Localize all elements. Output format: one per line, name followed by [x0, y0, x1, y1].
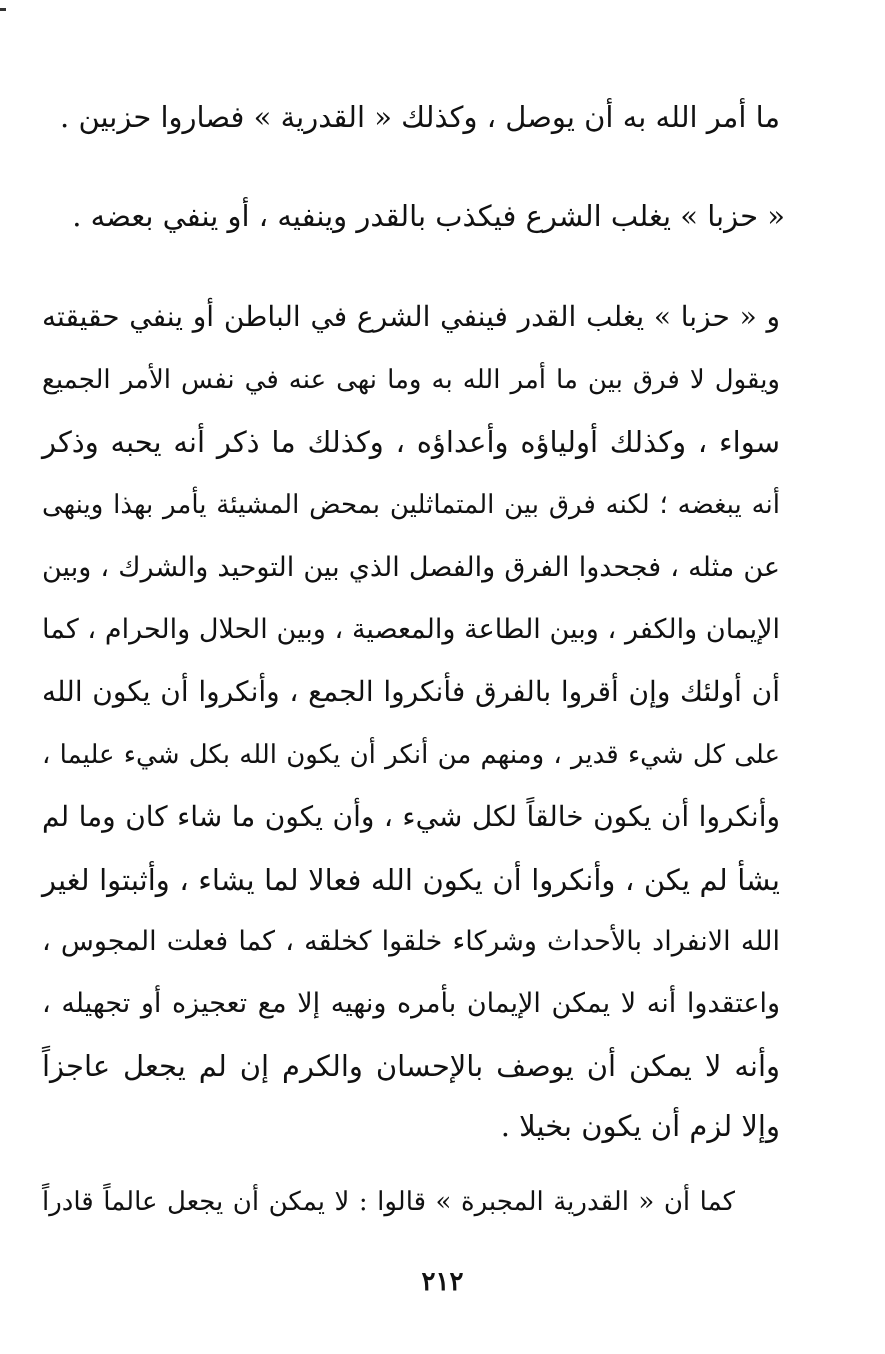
- text-line-6: أنه يبغضه ؛ لكنه فرق بين المتماثلين بمحض المشيئة يأمر بهذا وينهى: [42, 490, 780, 520]
- text-line-11: وأنكروا أن يكون خالقاً لكل شيء ، وأن يكون ما شاء كان وما لم: [42, 800, 780, 833]
- text-line-7: عن مثله ، فجحدوا الفرق والفصل الذي بين التوحيد والشرك ، وبين: [42, 552, 780, 583]
- text-line-9: أن أولئك وإن أقروا بالفرق فأنكروا الجمع ، وأنكروا أن يكون الله: [42, 675, 780, 708]
- scan-mark: [0, 8, 6, 11]
- text-line-5: سواء ، وكذلك أولياؤه وأعداؤه ، وكذلك ما ذكر أنه يحبه وذكر: [42, 425, 780, 459]
- text-line-14: واعتقدوا أنه لا يمكن الإيمان بأمره ونهيه إلا مع تعجيزه أو تجهيله ،: [42, 988, 780, 1019]
- text-line-1: ما أمر الله به أن يوصل ، وكذلك « القدرية » فصاروا حزبين .: [60, 100, 780, 134]
- text-line-8: الإيمان والكفر ، وبين الطاعة والمعصية ، وبين الحلال والحرام ، كما: [42, 614, 780, 645]
- text-line-12: يشأ لم يكن ، وأنكروا أن يكون الله فعالا لما يشاء ، وأثبتوا لغير: [42, 863, 780, 897]
- text-line-16: وإلا لزم أن يكون بخيلا .: [500, 1109, 780, 1143]
- text-line-4: ويقول لا فرق بين ما أمر الله به وما نهى عنه في نفس الأمر الجميع: [42, 365, 780, 395]
- text-line-17: كما أن « القدرية المجبرة » قالوا : لا يمكن أن يجعل عالماً قادراً: [42, 1187, 735, 1217]
- text-line-3: و « حزبا » يغلب القدر فينفي الشرع في الباطن أو ينفي حقيقته: [42, 300, 780, 333]
- page-number: ٢١٢: [421, 1267, 464, 1297]
- text-line-15: وأنه لا يمكن أن يوصف بالإحسان والكرم إن لم يجعل عاجزاً: [42, 1049, 780, 1083]
- text-line-10: على كل شيء قدير ، ومنهم من أنكر أن يكون الله بكل شيء عليما ،: [42, 740, 780, 770]
- text-line-2: « حزبا » يغلب الشرع فيكذب بالقدر وينفيه ، أو ينفي بعضه .: [72, 199, 785, 233]
- text-line-13: الله الانفراد بالأحداث وشركاء خلقوا كخلقه ، كما فعلت المجوس ،: [42, 926, 780, 957]
